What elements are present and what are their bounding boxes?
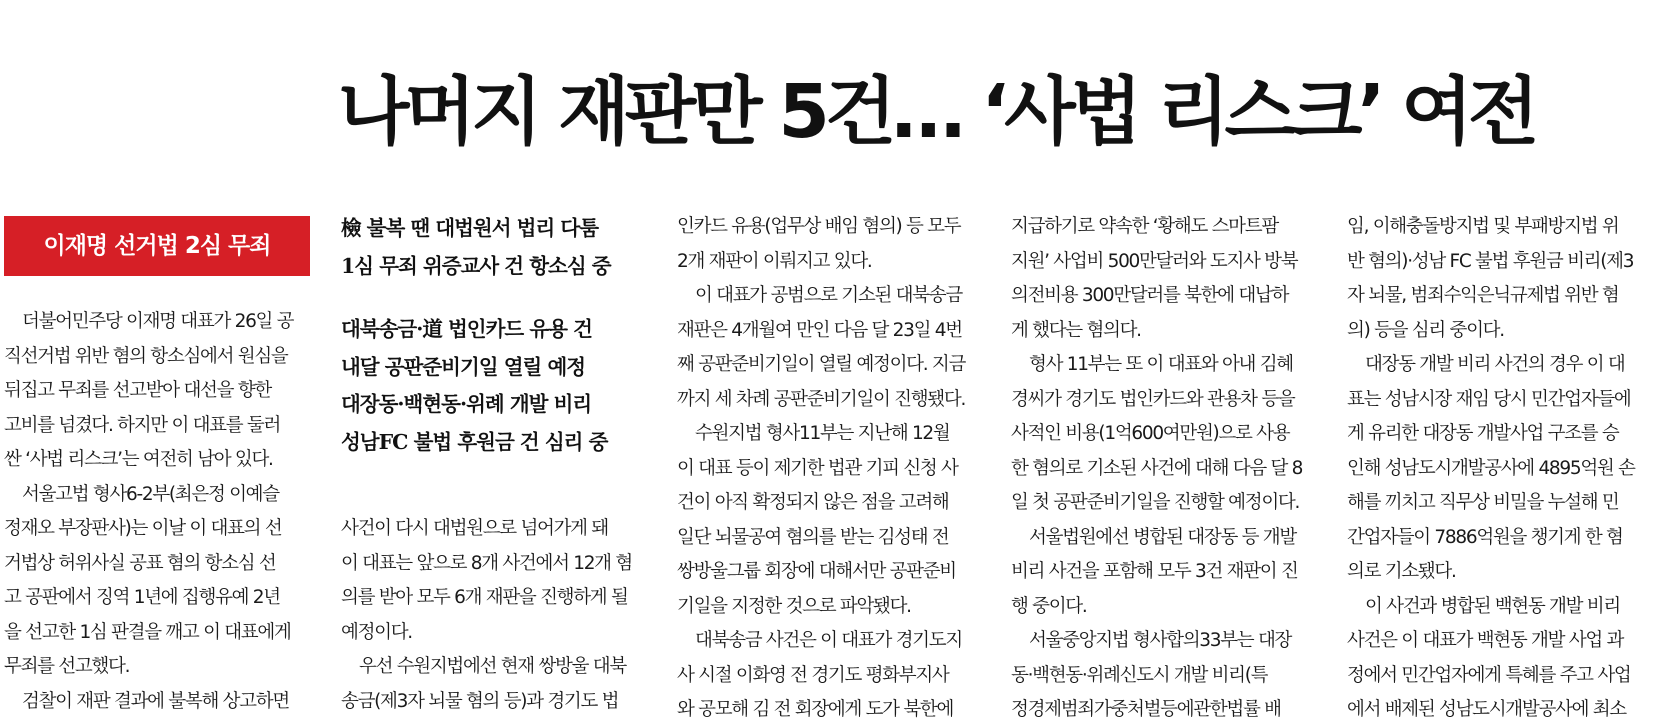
- text-line: 고 공판에서 징역 1년에 집행유예 2년: [4, 587, 280, 608]
- text-line: 사건은 이 대표가 백현동 개발 사업 과: [1347, 630, 1624, 651]
- text-line: 서울고법 형사6-2부(최은정 이예슬: [22, 483, 279, 505]
- text-line: 정에서 민간업자에게 특혜를 주고 사업: [1347, 664, 1631, 686]
- text-line: 뒤집고 무죄를 선고받아 대선을 향한: [4, 380, 271, 401]
- text-line: 예정이다.: [341, 621, 412, 643]
- text-line: 의) 등을 심리 중이다.: [1347, 319, 1504, 341]
- text-line: 일 첫 공판준비기일을 진행할 예정이다.: [1011, 492, 1300, 513]
- subheading-line: 1심 무죄 위증교사 건 항소심 중: [341, 253, 611, 278]
- text-line: 이 대표가 공범으로 기소된 대북송금: [695, 285, 962, 306]
- text-line: 고비를 넘겼다. 하지만 이 대표를 둘러: [4, 414, 281, 436]
- text-line: 임, 이해충돌방지법 및 부패방지법 위: [1347, 216, 1619, 237]
- text-line: 수원지법 형사11부는 지난해 12월: [695, 423, 950, 444]
- text-line: 이 대표는 앞으로 8개 사건에서 12개 혐: [341, 552, 632, 574]
- article-column-5: [1347, 210, 1659, 728]
- text-line: 의로 기소됐다.: [1347, 561, 1456, 582]
- text-line: 건이 아직 확정되지 않은 점을 고려해: [677, 492, 949, 513]
- text-line: 게 유리한 대장동 개발사업 구조를 승: [1347, 423, 1619, 444]
- text-line: 쌍방울그룹 회장에 대해서만 공판준비: [677, 561, 956, 582]
- text-line: 더불어민주당 이재명 대표가 26일 공: [22, 311, 294, 332]
- text-line: 한 혐의로 기소된 사건에 대해 다음 달 8: [1011, 457, 1303, 479]
- text-line: 서울법원에선 병합된 대장동 등 개발: [1029, 526, 1296, 548]
- text-line: 해를 끼치고 직무상 비밀을 누설해 민: [1347, 492, 1619, 513]
- text-line: 인해 성남도시개발공사에 4895억원 손: [1347, 457, 1635, 479]
- text-line: 까지 세 차례 공판준비기일이 진행됐다.: [677, 388, 966, 410]
- subheading-line: 대장동·백현동·위례 개발 비리: [341, 392, 592, 416]
- subheading-line: 檢 불복 땐 대법원서 법리 다툼: [341, 216, 599, 240]
- text-line: 와 공모해 김 전 회장에게 도가 북한에: [677, 699, 954, 720]
- text-line: 사 시절 이화영 전 경기도 평화부지사: [677, 664, 949, 686]
- text-line: 지급하기로 약속한 ‘황해도 스마트팜: [1011, 216, 1278, 237]
- text-line: 형사 11부는 또 이 대표와 아내 김혜: [1029, 354, 1293, 375]
- text-line: 우선 수원지법에선 현재 쌍방울 대북: [359, 656, 626, 677]
- text-line: 에서 배제된 성남도시개발공사에 최소: [1347, 699, 1626, 720]
- text-line: 의를 받아 모두 6개 재판을 진행하게 될: [341, 587, 628, 608]
- article-headline: 나머지 재판만 5건… ‘사법 리스크’ 여전: [338, 69, 1535, 155]
- text-line: 이 사건과 병합된 백현동 개발 비리: [1365, 595, 1620, 617]
- text-line: 기일을 지정한 것으로 파악됐다.: [677, 595, 911, 617]
- text-line: 자 뇌물, 범죄수익은닉규제법 위반 혐: [1347, 285, 1619, 306]
- text-line: 의전비용 300만달러를 북한에 대납하: [1011, 285, 1289, 306]
- text-line: 동·백현동·위례신도시 개발 비리(특: [1011, 664, 1268, 686]
- text-line: 반 혐의)·성남 FC 불법 후원금 비리(제3: [1347, 250, 1634, 272]
- text-line: 대북송금 사건은 이 대표가 경기도지: [695, 630, 962, 651]
- article-column-3: [677, 210, 989, 728]
- text-line: 사건이 다시 대법원으로 넘어가게 돼: [341, 518, 608, 539]
- text-line: 직선거법 위반 혐의 항소심에서 원심을: [4, 345, 288, 367]
- section-label: 이재명 선거법 2심 무죄: [4, 216, 310, 276]
- text-line: 표는 성남시장 재임 당시 민간업자들에: [1347, 388, 1631, 410]
- article-column-1: [4, 305, 318, 719]
- subheading-line: 대북송금·道 법인카드 유용 건: [341, 317, 592, 341]
- text-line: 째 공판준비기일이 열릴 예정이다. 지금: [677, 354, 966, 375]
- subheading-1: [341, 210, 653, 285]
- text-line: 일단 뇌물공여 혐의를 받는 김성태 전: [677, 526, 949, 548]
- text-line: 게 했다는 혐의다.: [1011, 319, 1141, 341]
- text-line: 행 중이다.: [1011, 595, 1087, 617]
- text-line: 지원’ 사업비 500만달러와 도지사 방북: [1011, 250, 1298, 272]
- text-line: 재판은 4개월여 만인 다음 달 23일 4번: [677, 319, 962, 341]
- text-line: 정재오 부장판사)는 이날 이 대표의 선: [4, 518, 282, 539]
- text-line: 거법상 허위사실 공표 혐의 항소심 선: [4, 552, 276, 574]
- subheading-2: [341, 311, 653, 461]
- text-line: 정경제범죄가중처벌등에관한법률 배: [1011, 699, 1281, 720]
- text-line: 사적인 비용(1억600여만원)으로 사용: [1011, 423, 1290, 444]
- subheading-line: 성남FC 불법 후원금 건 심리 중: [341, 429, 608, 454]
- text-line: 경씨가 경기도 법인카드와 관용차 등을: [1011, 388, 1295, 410]
- text-line: 간업자들이 7886억원을 챙기게 한 혐: [1347, 526, 1623, 548]
- article-column-2-body: [341, 512, 653, 719]
- text-line: 싼 ‘사법 리스크’는 여전히 남아 있다.: [4, 449, 273, 470]
- text-line: 무죄를 선고했다.: [4, 656, 130, 677]
- text-line: 서울중앙지법 형사합의33부는 대장: [1029, 630, 1292, 651]
- article-column-2: [341, 210, 653, 712]
- article-column-4: [1011, 210, 1323, 728]
- text-line: 비리 사건을 포함해 모두 3건 재판이 진: [1011, 561, 1298, 582]
- text-line: 이 대표 등이 제기한 법관 기피 신청 사: [677, 457, 958, 479]
- subheading-line: 내달 공판준비기일 열릴 예정: [341, 354, 586, 379]
- text-line: 을 선고한 1심 판결을 깨고 이 대표에게: [4, 621, 291, 643]
- text-line: 송금(제3자 뇌물 혐의 등)과 경기도 법: [341, 690, 619, 712]
- text-line: 인카드 유용(업무상 배임 혐의) 등 모두: [677, 216, 961, 237]
- text-line: 검찰이 재판 결과에 불복해 상고하면: [22, 690, 289, 712]
- text-line: 2개 재판이 이뤄지고 있다.: [677, 250, 872, 272]
- text-line: 대장동 개발 비리 사건의 경우 이 대: [1365, 354, 1625, 375]
